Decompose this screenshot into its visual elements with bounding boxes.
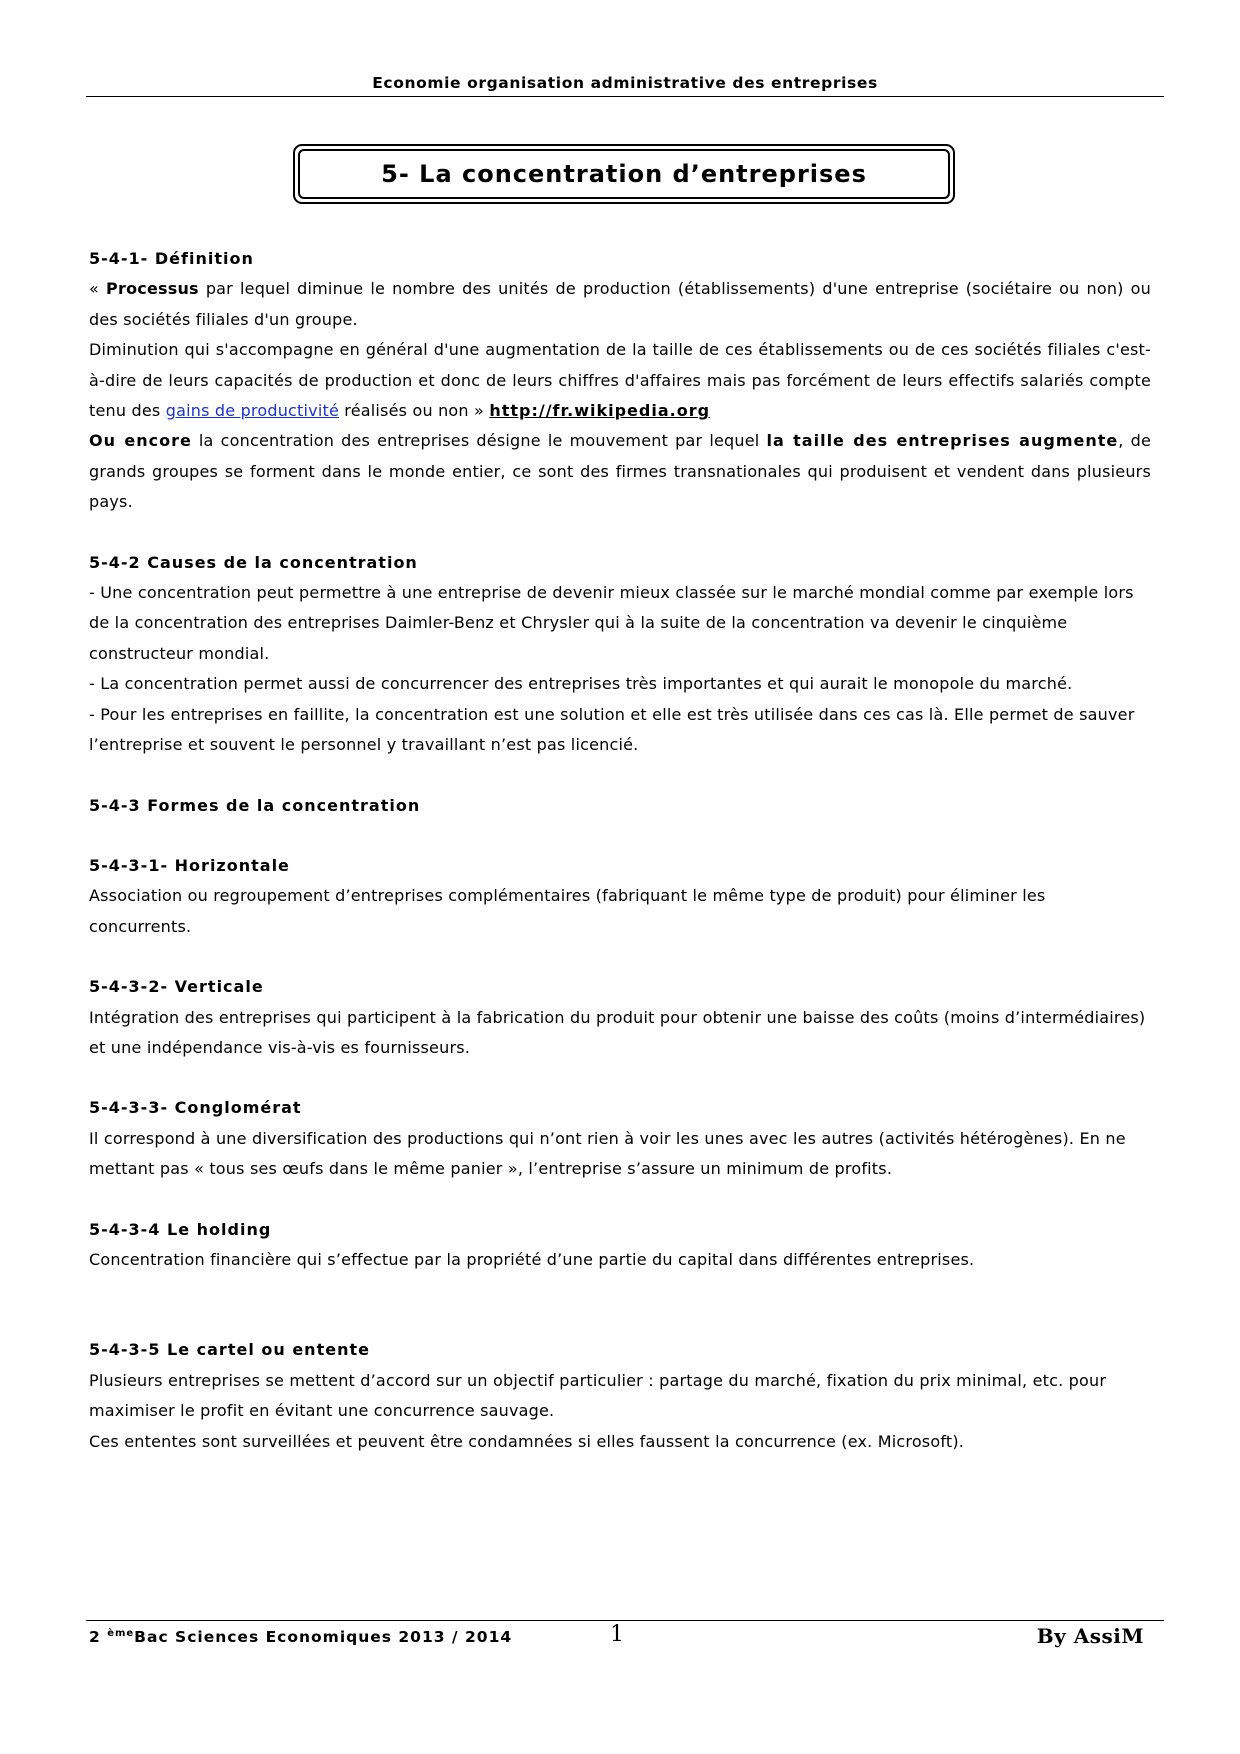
section-heading-horizontale: 5-4-3-1- Horizontale (89, 855, 290, 875)
definition-paragraph-2 (89, 335, 1151, 426)
bold-term-ou-encore: Ou encore (89, 431, 192, 451)
section-heading-cartel: 5-4-3-5 Le cartel ou entente (89, 1340, 370, 1360)
definition-text: par lequel diminue le nombre des unités de production (établissements) d'une entreprise (sociétaire ou non) ou des sociétés filiales d'un groupe. (89, 279, 1151, 329)
verticale-paragraph: Intégration des entreprises qui participent à la fabrication du produit pour obtenir une baisse des coûts (moins d’intermédiaires) et une indépendance vis-à-vis es fournisseurs. (89, 1007, 1146, 1057)
conglomerat-paragraph: Il correspond à une diversification des productions qui n’ont rien à voir les unes avec les autres (activités hétérogènes). En ne mettant pas « tous ses œufs dans le même panier », l’entreprise s’assure un minimum de profits. (89, 1128, 1126, 1179)
footer-level-text: Bac Sciences Economiques 2013 / 2014 (134, 1628, 513, 1647)
causes-paragraph-2: - La concentration permet aussi de concurrencer des entreprises très importantes et qui aurait le monopole du marché. (89, 674, 1073, 694)
definition-paragraph (89, 274, 1151, 335)
footer-level (89, 1628, 512, 1646)
definition-paragraph-3 (89, 426, 1151, 517)
definition-text-2: Diminution qui s'accompagne en général d'une augmentation de la taille de ces établissements ou de ces sociétés filiales c'est-à-dire de leurs capacités de production et donc de leurs chiffres d'affaires mais pas forcément de leurs effectifs salariés compte tenu des (89, 340, 1151, 421)
section-heading-verticale: 5-4-3-2- Verticale (89, 977, 264, 997)
bold-term-processus: Processus (106, 279, 199, 299)
page-header: Economie organisation administrative des entreprises (372, 74, 878, 92)
footer-author: By AssiM (1036, 1624, 1144, 1648)
footer-level-num: 2 (89, 1628, 108, 1647)
page-number: 1 (610, 1622, 624, 1647)
holding-paragraph: Concentration financière qui s’effectue par la propriété d’une partie du capital dans différentes entreprises. (89, 1249, 975, 1269)
cartel-paragraph-2: Ces ententes sont surveillées et peuvent être condamnées si elles faussent la concurrence (ex. Microsoft). (89, 1431, 965, 1451)
section-heading-formes: 5-4-3 Formes de la concentration (89, 795, 421, 815)
section-heading-holding: 5-4-3-4 Le holding (89, 1219, 272, 1239)
causes-paragraph-3: - Pour les entreprises en faillite, la concentration est une solution et elle est très utilisée dans ces cas là. Elle permet de sauver l’entreprise et souvent le personnel y travaillant n’est pas licencié. (89, 704, 1135, 755)
definition-text-4: la concentration des entreprises désigne le mouvement par lequel (191, 431, 767, 451)
document-body (89, 244, 1151, 1457)
section-heading-conglomerat: 5-4-3-3- Conglomérat (89, 1098, 302, 1118)
definition-text-5: , de grands groupes se forment dans le monde entier, ce sont des firmes transnationales qui produisent et vendent dans plusieurs pays. (89, 431, 1151, 512)
section-heading-causes: 5-4-2 Causes de la concentration (89, 552, 418, 572)
header-rule (86, 96, 1164, 97)
productivity-link[interactable]: gains de productivité (165, 401, 339, 421)
footer-level-sup: ème (107, 1628, 135, 1639)
horizontale-paragraph: Association ou regroupement d’entreprises complémentaires (fabriquant le même type de produit) pour éliminer les concurrents. (89, 886, 1046, 936)
quote-open: « (89, 279, 107, 299)
chapter-title-frame (293, 144, 955, 204)
source-url: http://fr.wikipedia.org (489, 401, 711, 421)
causes-paragraph-1: - Une concentration peut permettre à une entreprise de devenir mieux classée sur le marché mondial comme par exemple lors de la concentration des entreprises Daimler-Benz et Chrysler qui à la suite de la concentration va devenir le cinquième constructeur mondial. (89, 583, 1134, 663)
chapter-title: 5- La concentration d’entreprises (298, 149, 950, 199)
definition-text-3: réalisés ou non » (339, 401, 490, 421)
cartel-paragraph-1: Plusieurs entreprises se mettent d’accord sur un objectif particulier : partage du marché, fixation du prix minimal, etc. pour maximiser le profit en évitant une concurrence sauvage. (89, 1370, 1107, 1421)
bold-term-taille: la taille des entreprises augmente (766, 431, 1119, 451)
footer-rule (86, 1620, 1164, 1621)
section-heading-definition: 5-4-1- Définition (89, 249, 254, 268)
